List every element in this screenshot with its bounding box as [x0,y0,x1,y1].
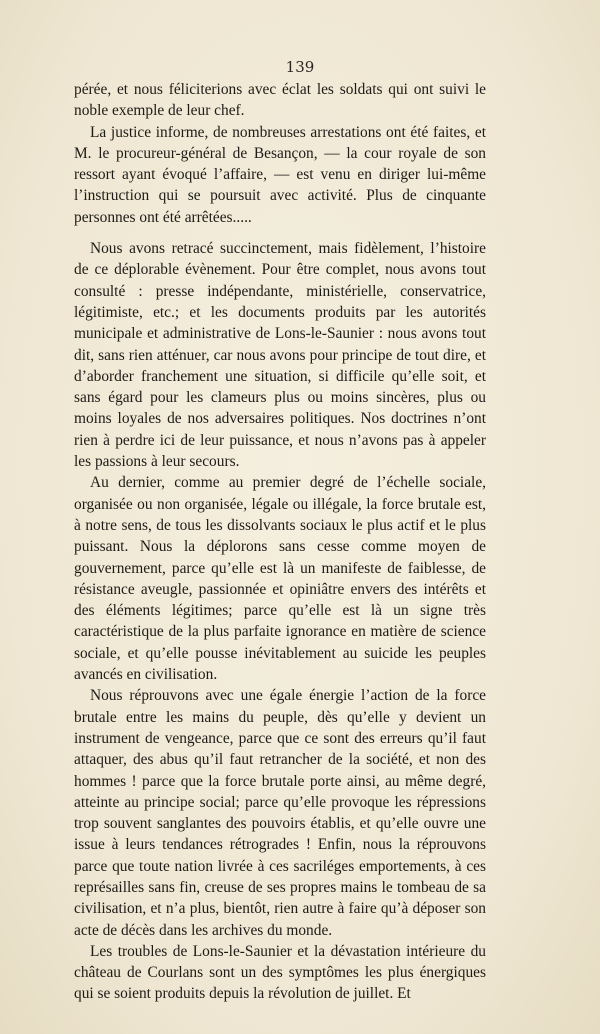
paragraph-6: Les troubles de Lons-le-Saunier et la dévastation intérieure du château de Courlans sont un des symptômes les plus énergiques qui se soient produits depuis la révolution de juillet. Et [74,942,486,1003]
paragraph-2: La justice informe, de nombreuses arrestations ont été faites, et M. le procureur-général de Besançon, — la cour royale de son ressort ayant évoqué l’affaire, — est venu en diriger lui-même l’instruction qui se poursuit avec activité. Plus de cinquante personnes ont été arrêtées..... [74,123,486,226]
paragraph-4: Au dernier, comme au premier degré de l’échelle sociale, organisée ou non organisée, légale ou illégale, la force brutale est, à notre sens, de tous les dissolvants sociaux le plus actif et le plus puissant. Nous la déplorons sans cesse comme moyen de gouvernement, parce qu’elle est là un manifeste de faiblesse, de résistance aveugle, passionnée et opiniâtre envers des intérêts et des éléments légitimes; parce qu’elle est là un signe très caractéristique de la plus parfaite ignorance en matière de science sociale, et qu’elle pousse inévitablement au suicide les peuples avancés en civilisation. [74,474,486,684]
paragraph-3: Nous avons retracé succinctement, mais fidèlement, l’histoire de ce déplorable évènement. Pour être complet, nous avons tout consulté : presse indépendante, ministérielle, conservatrice, légitimiste, etc.; et les documents produits par les autorités municipale et administrative de Lons-le-Saunier : nous avons tout dit, sans rien atténuer, car nous avons pour principe de tout dire, et d’aborder franchement une situation, si difficile qu’elle soit, et sans égard pour les clameurs plus ou moins sincères, plus ou moins loyales de nos adversaires politiques. Nos doctrines n’ont rien à perdre ici de leur puissance, et nous n’avons pas à appeler les passions à leur secours. [74,240,486,471]
body-text [74,79,486,1005]
paragraph-1: pérée, et nous féliciterions avec éclat les soldats qui ont suivi le noble exemple de leur chef. [74,81,486,120]
paragraph-5: Nous réprouvons avec une égale énergie l’action de la force brutale entre les mains du peuple, dès qu’elle y devient un instrument de vengeance, parce que ce sont des erreurs qu’il faut attaquer, des abus qu’il faut retrancher de la société, et non des hommes ! parce que la force brutale porte ainsi, au même degré, atteinte au principe social; parce qu’elle provoque les répressions trop souvent sanglantes des pouvoirs établis, et qu’elle ouvre une issue à leurs tendances rétrogrades ! Enfin, nous la réprouvons parce que toute nation livrée à ces sacriléges emportements, à ces représailles sans fin, creuse de ses propres mains le tombeau de sa civilisation, et n’a plus, bientôt, rien autre à faire qu’à déposer son acte de décès dans les archives du monde. [74,687,486,939]
page-number: 139 [285,58,315,76]
